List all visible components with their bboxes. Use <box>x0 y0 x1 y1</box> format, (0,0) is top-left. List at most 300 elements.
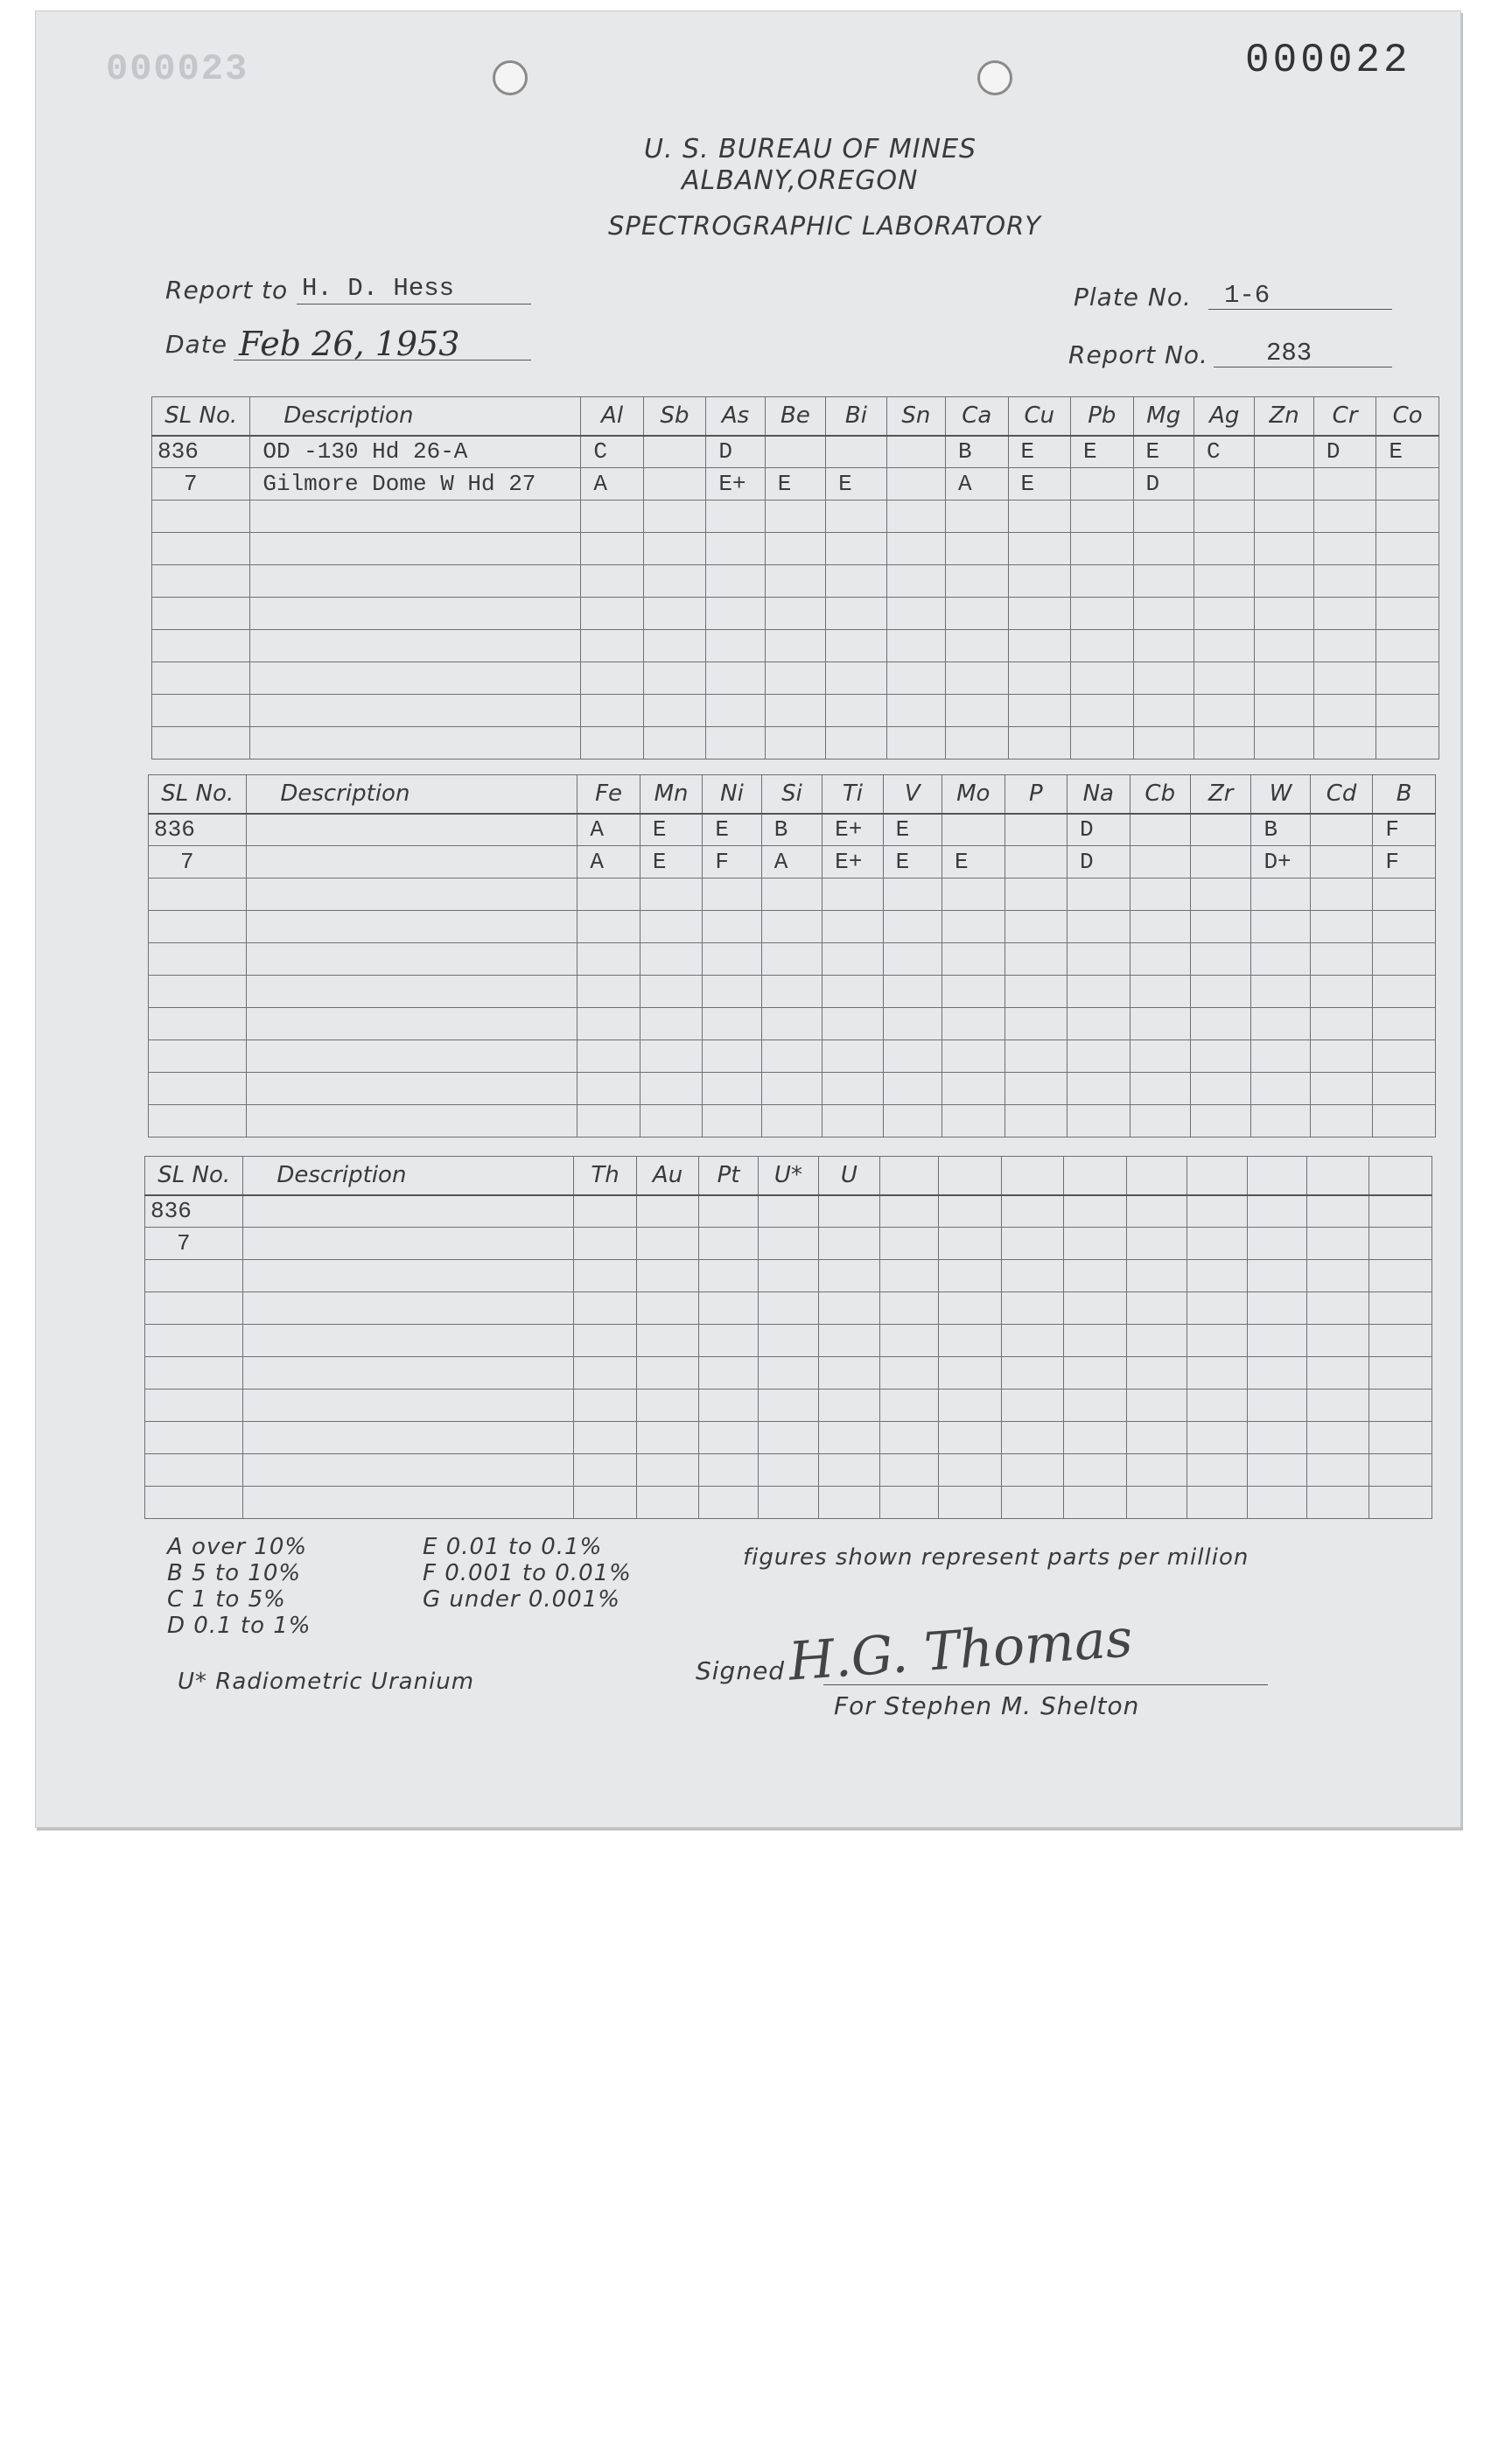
table-cell <box>1186 1228 1247 1260</box>
table-cell <box>1313 565 1376 598</box>
table-cell <box>939 1357 1002 1390</box>
table-cell <box>1133 500 1194 533</box>
table-cell <box>765 500 825 533</box>
header-row <box>152 397 1439 436</box>
table-cell <box>1190 1040 1250 1073</box>
table-cell <box>1130 1105 1190 1138</box>
table-cell <box>1004 846 1068 878</box>
table-cell <box>819 1487 879 1519</box>
table-cell <box>1130 814 1190 846</box>
table-cell <box>640 1008 703 1040</box>
table-cell <box>145 1422 243 1454</box>
table-cell <box>243 1487 574 1519</box>
table-cell <box>636 1357 699 1390</box>
table-cell <box>581 598 644 630</box>
table-cell <box>758 1454 818 1487</box>
table-cell <box>243 1454 574 1487</box>
table-cell <box>886 436 945 468</box>
table-cell <box>1001 1487 1064 1519</box>
table-cell <box>1369 1454 1432 1487</box>
table-cell <box>1306 1390 1369 1422</box>
table-cell <box>942 1040 1005 1073</box>
table-cell <box>1373 1073 1436 1105</box>
table-cell <box>1310 1073 1373 1105</box>
table-cell <box>1068 1073 1130 1105</box>
table-cell <box>879 1454 938 1487</box>
table-cell <box>1008 598 1071 630</box>
table-cell <box>1064 1228 1127 1260</box>
table-cell <box>1376 662 1439 695</box>
table-cell <box>247 1008 578 1040</box>
table-cell <box>699 1357 758 1390</box>
table-cell <box>1373 878 1436 911</box>
table-cell <box>1194 695 1254 727</box>
table-cell <box>1004 1105 1068 1138</box>
table-cell <box>886 533 945 565</box>
table-row <box>152 598 1439 630</box>
col-header-w: W <box>1251 775 1310 814</box>
table-cell <box>886 662 945 695</box>
handwritten-signature: H.G. Thomas <box>787 1607 1135 1693</box>
table-cell <box>1068 943 1130 976</box>
table-cell <box>1126 1292 1186 1325</box>
col-header-pb: Pb <box>1071 397 1134 436</box>
table-cell <box>149 878 247 911</box>
table-cell: E <box>883 814 942 846</box>
report-to-label: Report to <box>165 276 289 304</box>
table-cell <box>819 1390 879 1422</box>
table-cell <box>703 976 761 1008</box>
table-cell <box>643 630 706 662</box>
table-row <box>145 1292 1432 1325</box>
table-cell <box>1186 1260 1247 1292</box>
table-cell <box>761 1105 822 1138</box>
table-cell <box>1194 500 1254 533</box>
table-cell: E+ <box>822 814 883 846</box>
table-cell: B <box>761 814 822 846</box>
table-cell <box>1313 500 1376 533</box>
table-cell <box>942 878 1005 911</box>
table-cell <box>636 1390 699 1422</box>
table-cell <box>1251 943 1310 976</box>
table-cell: F <box>703 846 761 878</box>
table-cell <box>149 911 247 943</box>
table-cell <box>1064 1260 1127 1292</box>
table-cell <box>1313 630 1376 662</box>
col-header-description: Description <box>247 775 578 814</box>
table-cell: E <box>1008 468 1071 500</box>
col-header-sn: Sn <box>886 397 945 436</box>
table-cell <box>946 630 1009 662</box>
table-cell <box>1248 1390 1306 1422</box>
table-cell <box>145 1260 243 1292</box>
table-cell <box>149 1073 247 1105</box>
report-no-line <box>1214 367 1392 368</box>
table-cell <box>1001 1422 1064 1454</box>
table-cell <box>879 1260 938 1292</box>
table-cell <box>1310 976 1373 1008</box>
table-cell <box>581 662 644 695</box>
table-cell: E <box>1133 436 1194 468</box>
table-cell <box>883 1008 942 1040</box>
table-cell <box>1133 727 1194 760</box>
table-cell <box>1068 1040 1130 1073</box>
table-cell <box>1373 1105 1436 1138</box>
table-cell <box>1310 1040 1373 1073</box>
table-cell <box>1248 1228 1306 1260</box>
ghost-doc-number: 000023 <box>106 48 249 90</box>
table-cell: E+ <box>822 846 883 878</box>
table-cell <box>574 1292 637 1325</box>
table-cell <box>581 565 644 598</box>
legend-item: F 0.001 to 0.01% <box>423 1560 632 1586</box>
table-cell <box>765 727 825 760</box>
col-header-zr: Zr <box>1190 775 1250 814</box>
table-cell <box>1376 468 1439 500</box>
table-cell <box>643 500 706 533</box>
table-cell <box>761 1073 822 1105</box>
table-cell <box>640 911 703 943</box>
table-cell <box>1190 1008 1250 1040</box>
table-cell <box>1306 1357 1369 1390</box>
table-cell <box>1064 1422 1127 1454</box>
table-cell <box>1071 630 1134 662</box>
table-row <box>145 1228 1432 1260</box>
table-cell <box>946 727 1009 760</box>
header-row <box>149 775 1436 814</box>
table-cell <box>939 1195 1002 1228</box>
table-cell <box>1373 1008 1436 1040</box>
table-cell <box>758 1487 818 1519</box>
table-cell <box>1373 976 1436 1008</box>
table-row <box>149 976 1436 1008</box>
table-cell <box>574 1260 637 1292</box>
plate-value: 1-6 <box>1224 281 1270 310</box>
signed-for: For Stephen M. Shelton <box>834 1691 1140 1720</box>
col-header-description: Description <box>243 1157 574 1195</box>
table-cell <box>581 533 644 565</box>
table-cell <box>636 1260 699 1292</box>
table-cell <box>819 1292 879 1325</box>
col-header-ca: Ca <box>946 397 1009 436</box>
table-cell <box>1255 662 1313 695</box>
table-cell <box>574 1195 637 1228</box>
table-cell <box>758 1292 818 1325</box>
signed-label: Signed <box>696 1656 786 1685</box>
table-row <box>152 533 1439 565</box>
table-cell <box>942 1073 1005 1105</box>
table-cell <box>703 878 761 911</box>
signature-line <box>823 1684 1268 1685</box>
table-cell <box>145 1357 243 1390</box>
table-cell <box>699 1390 758 1422</box>
table-cell <box>1008 630 1071 662</box>
table-row <box>145 1357 1432 1390</box>
table-cell <box>883 976 942 1008</box>
table-cell: 836 <box>152 436 250 468</box>
table-cell: B <box>946 436 1009 468</box>
table-cell: 7 <box>149 846 247 878</box>
table-cell <box>706 500 765 533</box>
table-cell <box>574 1228 637 1260</box>
table-cell <box>636 1228 699 1260</box>
elements-table-2 <box>148 774 1436 1138</box>
table-cell <box>1130 1073 1190 1105</box>
table-cell <box>1255 598 1313 630</box>
table-cell <box>1369 1228 1432 1260</box>
col-header-sl-no: SL No. <box>152 397 250 436</box>
table-cell <box>1004 814 1068 846</box>
table-cell <box>1373 943 1436 976</box>
table-cell <box>703 943 761 976</box>
table-cell <box>758 1325 818 1357</box>
table-cell <box>879 1422 938 1454</box>
table-cell <box>1001 1292 1064 1325</box>
table-cell <box>247 1073 578 1105</box>
table-cell: E <box>640 846 703 878</box>
table-cell: D <box>1068 814 1130 846</box>
table-row <box>152 727 1439 760</box>
col-header-pt: Pt <box>699 1157 758 1195</box>
table-cell <box>822 1105 883 1138</box>
table-cell <box>699 1228 758 1260</box>
table-cell: E+ <box>706 468 765 500</box>
table-cell: E <box>1008 436 1071 468</box>
table-cell <box>243 1390 574 1422</box>
table-cell <box>886 468 945 500</box>
table-cell <box>826 630 886 662</box>
col-header-blank <box>1186 1157 1247 1195</box>
table-cell <box>1190 878 1250 911</box>
table-cell <box>1255 436 1313 468</box>
table-cell <box>939 1325 1002 1357</box>
table-cell: E <box>703 814 761 846</box>
table-cell <box>703 1008 761 1040</box>
table-cell <box>149 943 247 976</box>
table-cell <box>149 976 247 1008</box>
table-cell <box>1133 598 1194 630</box>
table-cell <box>826 533 886 565</box>
table-cell <box>1008 565 1071 598</box>
table-cell <box>578 1040 640 1073</box>
table-cell <box>1126 1228 1186 1260</box>
col-header-ag: Ag <box>1194 397 1254 436</box>
table-row <box>145 1195 1432 1228</box>
col-header-u: U <box>819 1157 879 1195</box>
table-cell <box>1306 1228 1369 1260</box>
table-cell <box>578 1105 640 1138</box>
table-cell <box>1126 1454 1186 1487</box>
table-cell <box>1186 1325 1247 1357</box>
col-header-fe: Fe <box>578 775 640 814</box>
table-cell <box>1194 565 1254 598</box>
table-cell <box>1373 911 1436 943</box>
table-cell <box>1313 468 1376 500</box>
table-cell: D <box>1068 846 1130 878</box>
table-cell <box>706 598 765 630</box>
table-cell <box>822 911 883 943</box>
table-cell <box>1186 1195 1247 1228</box>
table-cell <box>1369 1390 1432 1422</box>
table-cell <box>1186 1422 1247 1454</box>
table-cell <box>1126 1260 1186 1292</box>
table-cell <box>1306 1422 1369 1454</box>
table-cell <box>819 1228 879 1260</box>
table-cell <box>819 1454 879 1487</box>
table-cell <box>1126 1325 1186 1357</box>
table-cell <box>247 1105 578 1138</box>
table-cell <box>640 878 703 911</box>
table-cell <box>819 1195 879 1228</box>
table-cell: E <box>1376 436 1439 468</box>
table-row <box>149 1105 1436 1138</box>
table-cell <box>149 1008 247 1040</box>
table-cell <box>1255 630 1313 662</box>
legend-item: E 0.01 to 0.1% <box>423 1534 603 1560</box>
table-cell <box>706 662 765 695</box>
table-cell <box>1126 1422 1186 1454</box>
table-cell <box>1251 1105 1310 1138</box>
legend-item: G under 0.001% <box>423 1586 620 1613</box>
table-cell <box>152 662 250 695</box>
table-cell <box>822 1040 883 1073</box>
table-cell <box>819 1422 879 1454</box>
table-cell <box>1310 814 1373 846</box>
table-cell <box>152 500 250 533</box>
table-cell <box>243 1195 574 1228</box>
table-cell <box>1001 1195 1064 1228</box>
table-cell <box>145 1390 243 1422</box>
table-row <box>152 662 1439 695</box>
table-cell <box>765 662 825 695</box>
table-row <box>152 436 1439 468</box>
table-cell <box>826 500 886 533</box>
table-cell <box>879 1390 938 1422</box>
table-cell <box>1126 1357 1186 1390</box>
table-cell <box>1313 727 1376 760</box>
legend-left <box>167 1534 312 1639</box>
ppm-note: figures shown represent parts per million <box>743 1544 1250 1571</box>
table-cell: C <box>1194 436 1254 468</box>
table-cell <box>1369 1195 1432 1228</box>
table-cell <box>1251 976 1310 1008</box>
table-cell <box>250 695 581 727</box>
table-cell <box>1310 878 1373 911</box>
col-header-cu: Cu <box>1008 397 1071 436</box>
table-row <box>152 565 1439 598</box>
table-cell <box>1376 533 1439 565</box>
table-cell: E <box>883 846 942 878</box>
col-header-au: Au <box>636 1157 699 1195</box>
table-cell <box>145 1325 243 1357</box>
table-cell <box>758 1422 818 1454</box>
table-cell <box>578 911 640 943</box>
table-cell <box>1130 976 1190 1008</box>
table-cell <box>1064 1292 1127 1325</box>
legend-item: B 5 to 10% <box>167 1560 302 1586</box>
table-cell <box>703 1073 761 1105</box>
table-cell <box>699 1292 758 1325</box>
table-cell <box>1194 533 1254 565</box>
col-header-p: P <box>1004 775 1068 814</box>
table-cell <box>1313 598 1376 630</box>
table-cell <box>243 1228 574 1260</box>
table-cell <box>1310 943 1373 976</box>
table-cell <box>1194 662 1254 695</box>
table-cell <box>578 976 640 1008</box>
col-header-mg: Mg <box>1133 397 1194 436</box>
table-cell <box>250 565 581 598</box>
table-cell <box>1133 533 1194 565</box>
table-cell <box>1376 565 1439 598</box>
report-no-value: 283 <box>1266 339 1312 368</box>
table-cell: A <box>761 846 822 878</box>
table-cell <box>574 1454 637 1487</box>
table-cell <box>1001 1357 1064 1390</box>
table-cell <box>250 662 581 695</box>
col-header-description: Description <box>250 397 581 436</box>
table-cell <box>643 695 706 727</box>
table-cell: D <box>1313 436 1376 468</box>
table-cell <box>1369 1487 1432 1519</box>
table-cell <box>758 1195 818 1228</box>
table-cell <box>1255 565 1313 598</box>
table-cell <box>946 500 1009 533</box>
table-cell <box>1194 598 1254 630</box>
table-cell <box>883 1040 942 1073</box>
table-row <box>149 1073 1436 1105</box>
table-cell <box>706 630 765 662</box>
table-cell <box>1130 943 1190 976</box>
table-cell <box>819 1260 879 1292</box>
table-cell <box>939 1228 1002 1260</box>
table-cell <box>636 1422 699 1454</box>
table-cell <box>1130 911 1190 943</box>
table-row <box>149 878 1436 911</box>
col-header-cb: Cb <box>1130 775 1190 814</box>
table-cell <box>643 662 706 695</box>
col-header-zn: Zn <box>1255 397 1313 436</box>
table-cell <box>250 598 581 630</box>
table-cell <box>1126 1487 1186 1519</box>
table-cell: E <box>765 468 825 500</box>
table-cell: F <box>1373 846 1436 878</box>
table-cell <box>581 500 644 533</box>
table-row <box>145 1454 1432 1487</box>
table-cell <box>643 468 706 500</box>
table-cell <box>1376 695 1439 727</box>
table-cell <box>1248 1454 1306 1487</box>
table-cell <box>1071 598 1134 630</box>
table-cell <box>1306 1195 1369 1228</box>
table-cell <box>149 1105 247 1138</box>
table-cell <box>886 630 945 662</box>
table-cell <box>243 1260 574 1292</box>
table-row <box>152 695 1439 727</box>
table-cell <box>942 943 1005 976</box>
table-cell <box>1310 846 1373 878</box>
table-cell <box>636 1487 699 1519</box>
col-header-blank <box>879 1157 938 1195</box>
table-cell <box>250 630 581 662</box>
table-cell <box>247 1040 578 1073</box>
table-cell <box>1310 1008 1373 1040</box>
table-cell <box>939 1292 1002 1325</box>
table-cell <box>703 1105 761 1138</box>
table-cell <box>1186 1390 1247 1422</box>
table-cell <box>761 1040 822 1073</box>
table-cell <box>822 943 883 976</box>
